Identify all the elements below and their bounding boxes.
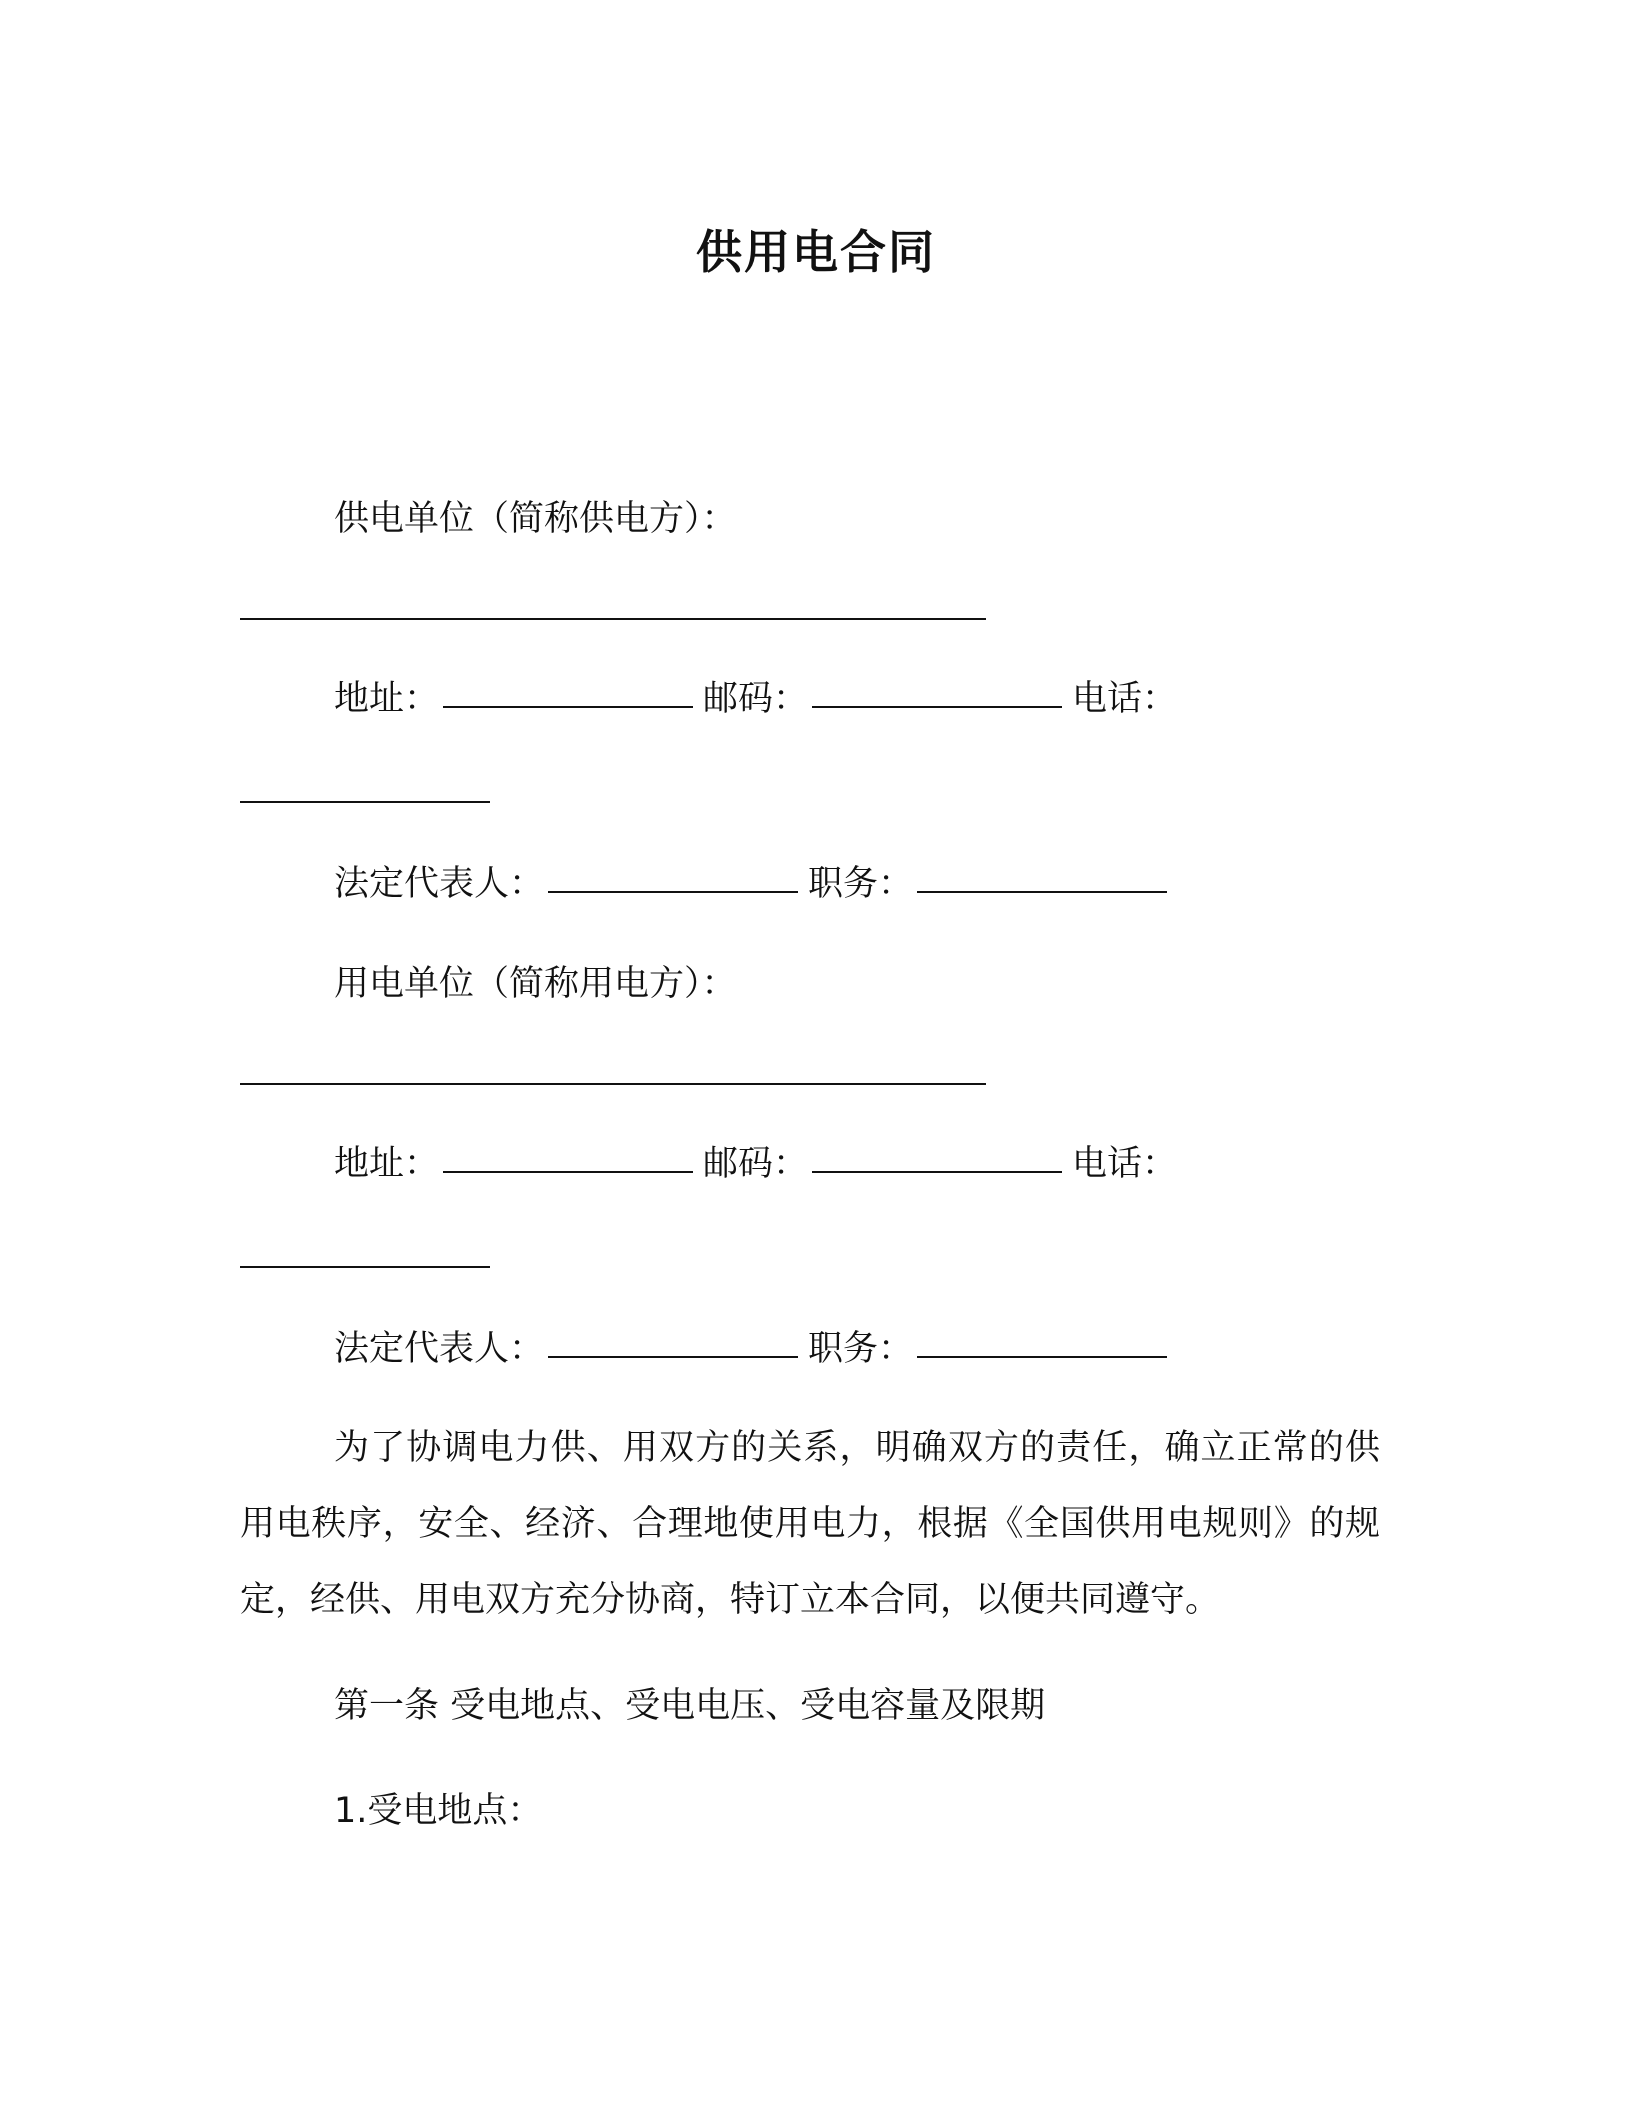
- consumer-position-label: 职务：: [808, 1329, 914, 1369]
- document-title: 供用电合同: [696, 225, 936, 279]
- supplier-name-blank: [240, 618, 986, 620]
- consumer-name-blank: [240, 1083, 986, 1085]
- supplier-postcode-label: 邮码：: [703, 679, 809, 719]
- consumer-postcode-label: 邮码：: [703, 1144, 809, 1184]
- consumer-rep-blank: [548, 1356, 798, 1358]
- supplier-rep-blank: [548, 891, 798, 893]
- supplier-position-label: 职务：: [808, 864, 914, 904]
- supplier-contact-line: [334, 674, 1177, 724]
- article-1-item-1: 1.受电地点：: [334, 1791, 543, 1831]
- article-1-heading: 第一条 受电地点、受电电压、受电容量及限期: [334, 1686, 1046, 1726]
- consumer-rep-line: [334, 1324, 1177, 1374]
- supplier-position-blank: [917, 891, 1167, 893]
- consumer-rep-label: 法定代表人：: [334, 1329, 545, 1369]
- supplier-address-blank: [443, 706, 693, 708]
- supplier-rep-label: 法定代表人：: [334, 864, 545, 904]
- consumer-contact-line: [334, 1139, 1177, 1189]
- supplier-phone-label: 电话：: [1072, 679, 1178, 719]
- preamble-paragraph: 为了协调电力供、用双方的关系，明确双方的责任，确立正常的供用电秩序，安全、经济、合理地使用电力，根据《全国供用电规则》的规定，经供、用电双方充分协商，特订立本合同，以便共同遵守。: [240, 1428, 1380, 1620]
- supplier-rep-line: [334, 859, 1177, 909]
- supplier-postcode-blank: [812, 706, 1062, 708]
- consumer-heading: 用电单位（简称用电方）：: [334, 964, 737, 1004]
- supplier-heading: 供电单位（简称供电方）：: [334, 499, 737, 539]
- consumer-phone-blank: [240, 1266, 490, 1268]
- consumer-phone-label: 电话：: [1072, 1144, 1178, 1184]
- supplier-phone-blank: [240, 801, 490, 803]
- consumer-postcode-blank: [812, 1171, 1062, 1173]
- supplier-address-label: 地址：: [334, 679, 440, 719]
- consumer-address-blank: [443, 1171, 693, 1173]
- consumer-address-label: 地址：: [334, 1144, 440, 1184]
- consumer-position-blank: [917, 1356, 1167, 1358]
